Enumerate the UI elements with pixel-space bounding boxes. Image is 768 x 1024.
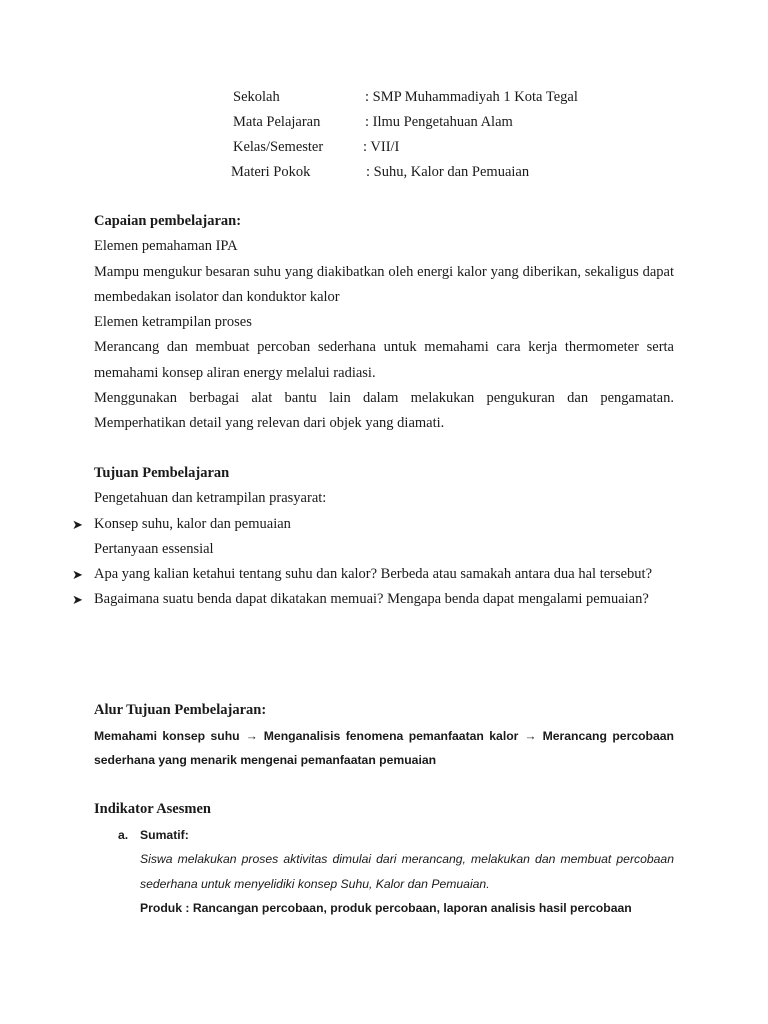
capaian-section <box>94 209 674 437</box>
alur-step-1: Memahami konsep suhu <box>94 729 240 744</box>
alur-step-2: Menganalisis fenomena pemanfaatan kalor <box>263 729 519 744</box>
capaian-line: Merancang dan membuat percoban sederhana untuk memahami cara kerja thermometer serta memahami konsep aliran energy melalui radiasi. <box>94 339 674 381</box>
alur-step-3: Merancang percobaan sederhana yang menarik mengenai pemanfaatan pemuaian <box>94 729 674 768</box>
indikator-heading: Indikator Asesmen <box>94 801 211 817</box>
bullet-text: Bagaimana suatu benda dapat dikatakan memuai? Mengapa benda dapat mengalami pemuaian? <box>94 591 649 608</box>
arrowhead-bullet-icon: ➤ <box>72 516 83 532</box>
bullet-item <box>72 587 674 612</box>
capaian-line: Menggunakan berbagai alat bantu lain dalam melakukan pengukuran dan pengamatan. Memperhatikan detail yang relevan dari objek yang diamati. <box>94 390 674 432</box>
header-value-kelas: : VII/I <box>363 139 400 155</box>
indikator-body <box>140 847 674 920</box>
bullet-text: Konsep suhu, kalor dan pemuaian <box>94 515 291 532</box>
esensial-label: Pertanyaan essensial <box>94 540 214 557</box>
indikator-desc: Siswa melakukan proses aktivitas dimulai dari merancang, melakukan dan membuat percobaan sederhana untuk menyelidiki konsep Suhu, Kalor dan Pemuaian. <box>140 852 674 891</box>
alur-section <box>94 698 674 772</box>
bullet-text: Apa yang kalian ketahui tentang suhu dan kalor? Berbeda atau samakah antara dua hal tersebut? <box>94 566 653 583</box>
header-label-kelas: Kelas/Semester <box>233 139 324 155</box>
indikator-produk: Produk : Rancangan percobaan, produk percobaan, laporan analisis hasil percobaan <box>140 901 632 915</box>
bullet-item <box>72 512 674 537</box>
header-label-mapel: Mata Pelajaran <box>233 114 321 130</box>
arrowhead-bullet-icon: ➤ <box>72 592 83 608</box>
tujuan-section <box>72 461 674 613</box>
header-value-mapel: : Ilmu Pengetahuan Alam <box>365 114 513 130</box>
alur-flow <box>94 724 674 772</box>
indikator-item-label: Sumatif: <box>140 828 189 842</box>
capaian-line: Elemen pemahaman IPA <box>94 238 238 255</box>
header-label-materi: Materi Pokok <box>231 164 311 180</box>
tujuan-heading: Tujuan Pembelajaran <box>94 465 230 481</box>
header-label-sekolah: Sekolah <box>233 89 280 105</box>
header-value-materi: : Suhu, Kalor dan Pemuaian <box>366 164 530 180</box>
arrowhead-bullet-icon: ➤ <box>72 567 83 583</box>
prasyarat-label: Pengetahuan dan ketrampilan prasyarat: <box>94 490 327 507</box>
capaian-line: Mampu mengukur besaran suhu yang diakibatkan oleh energi kalor yang diberikan, sekaligus dapat membedakan isolator dan konduktor kalor <box>94 263 674 305</box>
right-arrow-icon: → <box>524 729 537 744</box>
bullet-item <box>72 562 674 587</box>
capaian-line: Elemen ketrampilan proses <box>94 314 252 331</box>
right-arrow-icon: → <box>245 729 258 744</box>
indikator-item-marker: a. <box>118 828 129 842</box>
header-value-sekolah: : SMP Muhammadiyah 1 Kota Tegal <box>365 89 578 105</box>
capaian-heading: Capaian pembelajaran: <box>94 213 242 229</box>
alur-heading: Alur Tujuan Pembelajaran: <box>94 702 267 718</box>
